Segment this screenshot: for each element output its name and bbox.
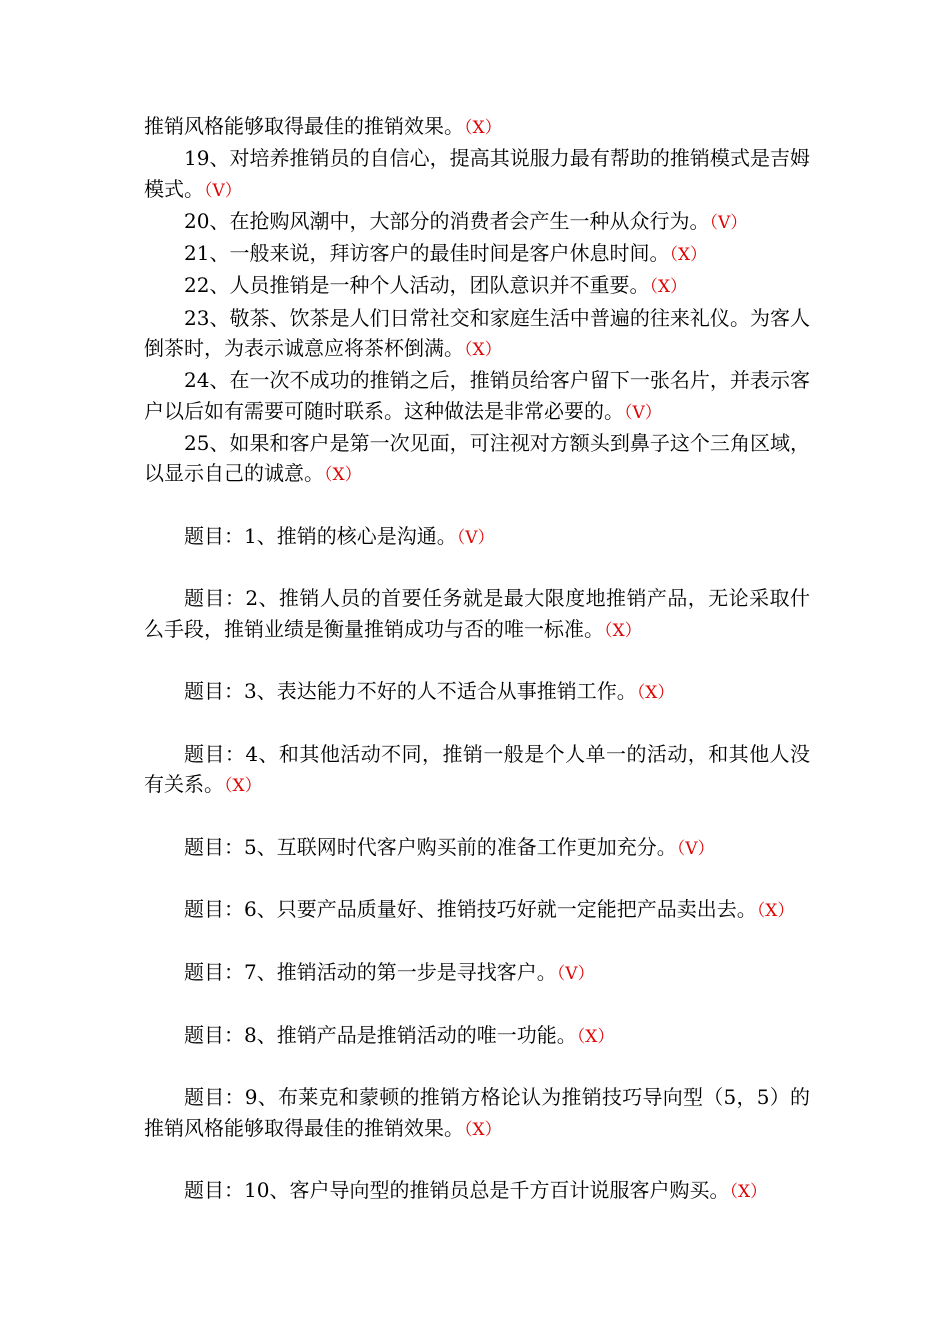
question-item — [144, 1082, 810, 1145]
question-item — [144, 1175, 810, 1207]
question-item — [144, 894, 810, 926]
question-item — [144, 957, 810, 989]
question-item — [144, 739, 810, 802]
question-item — [144, 521, 810, 553]
question-text: 21、一般来说，拜访客户的最佳时间是客户休息时间。 — [184, 241, 670, 266]
paragraph-gap — [144, 646, 810, 676]
answer-mark: （X） — [604, 620, 642, 641]
question-item — [144, 111, 810, 143]
question-text: 题目：10、客户导向型的推销员总是千方百计说服客户购买。 — [184, 1178, 730, 1203]
paragraph-gap — [144, 802, 810, 832]
paragraph-gap — [144, 491, 810, 521]
answer-mark: （X） — [324, 465, 362, 486]
answer-mark: （V） — [624, 402, 662, 423]
answer-mark: （V） — [709, 212, 748, 233]
question-text: 推销风格能够取得最佳的推销效果。 — [144, 114, 464, 138]
question-text: 题目：1、推销的核心是沟通。 — [184, 523, 457, 548]
paragraph-gap — [144, 927, 810, 957]
answer-mark: （X） — [756, 901, 795, 922]
question-text: 22、人员推销是一种个人活动，团队意识并不重要。 — [184, 273, 650, 298]
answer-mark: （X） — [224, 776, 262, 797]
paragraph-gap — [144, 1145, 810, 1175]
answer-mark: （V） — [556, 964, 595, 985]
question-item — [144, 676, 810, 708]
document-body — [144, 111, 810, 1207]
question-text: 19、对培养推销员的自信心，提高其说服力最有帮助的推销模式是吉姆模式。 — [144, 146, 810, 201]
answer-mark: （X） — [464, 1119, 502, 1140]
question-item — [144, 1020, 810, 1052]
question-item — [144, 270, 810, 302]
answer-mark: （X） — [729, 1182, 768, 1203]
question-text: 题目：3、表达能力不好的人不适合从事推销工作。 — [184, 679, 637, 704]
question-item — [144, 238, 810, 270]
answer-mark: （V） — [676, 838, 715, 859]
answer-mark: （X） — [636, 683, 675, 704]
question-text: 24、在一次不成功的推销之后，推销员给客户留下一张名片，并表示客户以后如有需要可随时联系。这种做法是非常必要的。 — [144, 368, 810, 423]
question-text: 题目：2、推销人员的首要任务就是最大限度地推销产品，无论采取什么手段，推销业绩是衡量推销成功与否的唯一标准。 — [144, 586, 810, 641]
question-item — [144, 428, 810, 491]
answer-mark: （X） — [576, 1026, 615, 1047]
question-item — [144, 832, 810, 864]
question-item — [144, 206, 810, 238]
question-item — [144, 303, 810, 366]
question-text: 25、如果和客户是第一次见面，可注视对方额头到鼻子这个三角区域，以显示自己的诚意。 — [144, 430, 810, 486]
answer-mark: （X） — [669, 245, 708, 266]
paragraph-gap — [144, 1052, 810, 1082]
paragraph-gap — [144, 553, 810, 583]
question-text: 题目：4、和其他活动不同，推销一般是个人单一的活动，和其他人没有关系。 — [144, 741, 810, 797]
question-text: 23、敬茶、饮茶是人们日常社交和家庭生活中普遍的往来礼仪。为客人倒茶时，为表示诚意应将茶杯倒满。 — [144, 305, 810, 361]
question-text: 题目：7、推销活动的第一步是寻找客户。 — [184, 960, 557, 985]
question-item — [144, 583, 810, 646]
answer-mark: （X） — [464, 118, 502, 138]
question-item — [144, 365, 810, 428]
paragraph-gap — [144, 864, 810, 894]
answer-mark: （V） — [456, 527, 495, 548]
question-item — [144, 143, 810, 206]
question-text: 题目：5、互联网时代客户购买前的准备工作更加充分。 — [184, 834, 677, 859]
answer-mark: （X） — [464, 340, 502, 361]
question-text: 题目：9、布莱克和蒙顿的推销方格论认为推销技巧导向型（5，5）的推销风格能够取得最佳的推销效果。 — [144, 1085, 810, 1140]
question-text: 题目：8、推销产品是推销活动的唯一功能。 — [184, 1022, 577, 1047]
paragraph-gap — [144, 989, 810, 1019]
answer-mark: （V） — [204, 180, 242, 201]
question-text: 20、在抢购风潮中，大部分的消费者会产生一种从众行为。 — [184, 208, 710, 233]
paragraph-gap — [144, 709, 810, 739]
question-text: 题目：6、只要产品质量好、推销技巧好就一定能把产品卖出去。 — [184, 897, 757, 922]
answer-mark: （X） — [649, 277, 688, 298]
